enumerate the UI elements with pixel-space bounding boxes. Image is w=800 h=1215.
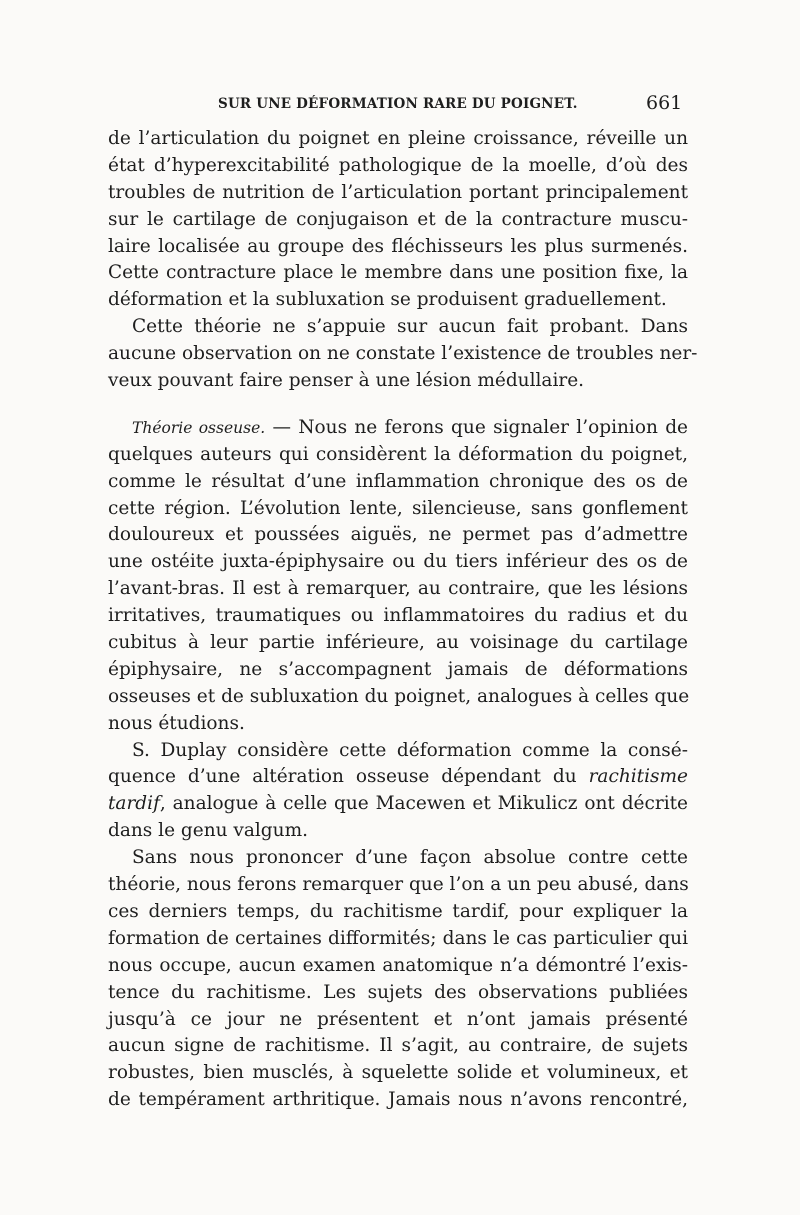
text-line: Sans nous prononcer d’une façon absolue contre cette (132, 847, 688, 869)
text-line: veux pouvant faire penser à une lésion médullaire. (108, 370, 585, 392)
text-line: nous occupe, aucun examen anatomique n’a démontré l’exis- (108, 954, 688, 976)
section-theorie-osseuse (108, 415, 688, 738)
text-line: de l’articulation du poignet en pleine croissance, réveille un (108, 128, 688, 149)
paragraph (108, 845, 688, 1114)
text-line (108, 415, 688, 442)
text-line: laire localisée au groupe des fléchisseurs les plus surmenés. (108, 235, 688, 257)
text-line: comme le résultat d’une inflammation chronique des os de (108, 470, 688, 492)
italic-term: rachitisme (588, 766, 688, 788)
section-heading: Théorie osseuse. (132, 418, 266, 437)
text-line: une ostéite juxta-épiphysaire ou du tiers inférieur des os de (108, 551, 688, 573)
text-line: sur le cartilage de conjugaison et de la contracture muscu- (108, 208, 688, 230)
text-line: dans le genu valgum. (108, 820, 308, 842)
text-line: S. Duplay considère cette déformation comme la consé- (132, 739, 688, 761)
paragraph (108, 126, 688, 314)
section-gap (108, 395, 688, 415)
text-line: troubles de nutrition de l’articulation portant principalement (108, 181, 688, 203)
text-line: l’avant-bras. Il est à remarquer, au contraire, que les lésions (108, 578, 688, 600)
text-line: nous étudions. (108, 712, 245, 734)
text-line: aucun signe de rachitisme. Il s’agit, au contraire, de sujets (108, 1035, 688, 1057)
paragraph (108, 738, 688, 846)
text-line: de tempérament arthritique. Jamais nous n’avons rencontré, (108, 1089, 688, 1111)
text-line: jusqu’à ce jour ne présentent et n’ont jamais présenté (108, 1008, 688, 1030)
text-line: cette région. L’évolution lente, silencieuse, sans gonflement (108, 497, 688, 519)
running-title: SUR UNE DÉFORMATION RARE DU POIGNET. (218, 96, 578, 112)
text-line: Cette théorie ne s’appuie sur aucun fait probant. Dans (132, 316, 688, 338)
text-line: déformation et la subluxation se produisent graduellement. (108, 289, 667, 311)
text-line: épiphysaire, ne s’accompagnent jamais de déformations (108, 658, 688, 680)
text-line: aucune observation on ne constate l’existence de troubles ner- (108, 343, 698, 365)
text-line: Cette contracture place le membre dans une position fixe, la (108, 262, 688, 284)
text-span: , analogue à celle que Macewen et Mikulicz ont décrite (159, 793, 688, 815)
text-line: irritatives, traumatiques ou inflammatoires du radius et du (108, 605, 688, 627)
paragraph (108, 314, 698, 395)
text-line: théorie, nous ferons remarquer que l’on a un peu abusé, dans (108, 874, 689, 896)
italic-term: tardif (108, 793, 160, 815)
text-line: osseuses et de subluxation du poignet, analogues à celles que (108, 685, 690, 707)
text-line: douloureux et poussées aiguës, ne permet pas d’admettre (108, 524, 688, 546)
text-line (108, 791, 688, 818)
text-line: ces derniers temps, du rachitisme tardif, pour expliquer la (108, 900, 688, 922)
text-line: état d’hyperexcitabilité pathologique de la moelle, d’où des (108, 154, 688, 176)
text-span: quence d’une altération osseuse dépendant du (108, 766, 589, 788)
page-number: 661 (646, 92, 683, 114)
text-line: tence du rachitisme. Les sujets des observations publiées (108, 981, 688, 1003)
text-line: cubitus à leur partie inférieure, au voisinage du cartilage (108, 632, 688, 654)
text-span: — Nous ne ferons que signaler l’opinion de (265, 416, 688, 438)
text-line: quelques auteurs qui considèrent la déformation du poignet, (108, 443, 688, 465)
text-line (108, 764, 688, 791)
text-line: formation de certaines difformités; dans le cas particulier qui (108, 927, 688, 949)
body-text (108, 126, 698, 1114)
text-line: robustes, bien musclés, à squelette solide et volumineux, et (108, 1062, 688, 1084)
